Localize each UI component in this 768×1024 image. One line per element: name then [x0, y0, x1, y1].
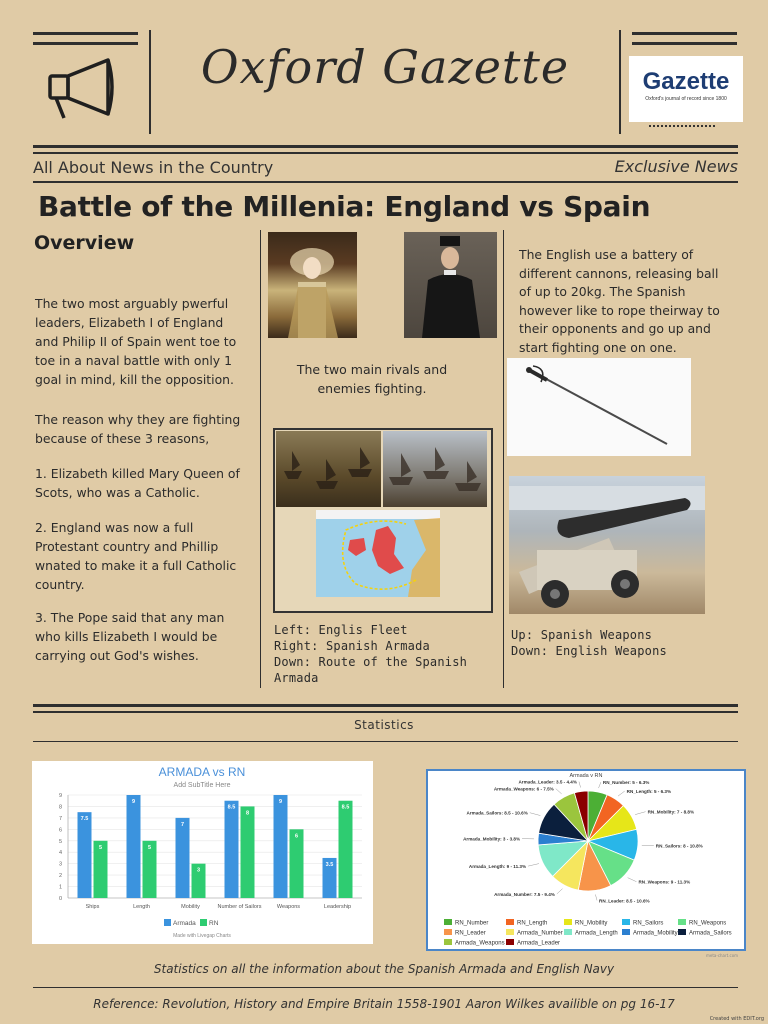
bar-rn: [241, 806, 255, 898]
chart-footer: Made with Livegap Charts: [173, 933, 231, 939]
pie-slice-label: RN_Number: 5 - 6.3%: [602, 780, 650, 786]
logo-underline: [649, 125, 715, 127]
weapons-caption: Up: Spanish Weapons Down: English Weapons: [511, 628, 667, 658]
bar-value-label: 3: [196, 867, 201, 874]
gazette-logo: [629, 56, 743, 122]
pie-leader-line: [628, 878, 637, 882]
pie-slice-label: Armada_Length: 9 - 11.3%: [468, 864, 527, 870]
pie-legend-label: Armada_Sailors: [689, 930, 732, 937]
legend-swatch: [164, 919, 171, 926]
x-tick-label: Weapons: [276, 904, 301, 910]
stats-caption: Statistics on all the information about the Spanish Armada and English Navy: [153, 962, 615, 976]
pie-leader-line: [595, 894, 597, 900]
bar-value-label: 7.5: [80, 816, 89, 823]
overview-heading: Overview: [34, 232, 135, 254]
bar-chart-card: [32, 761, 373, 944]
tagline: All About News in the Country: [33, 158, 274, 177]
reason-1: 1. Elizabeth killed Mary Queen of Scots, who was a Catholic.: [35, 466, 240, 500]
pie-legend-swatch: [444, 929, 452, 935]
megaphone-icon: [46, 56, 122, 122]
bar-value-label: 7: [180, 821, 185, 828]
pie-legend-label: RN_Weapons: [689, 920, 727, 927]
pie-legend-label: Armada_Number: [517, 930, 563, 937]
english-fleet-image: [276, 431, 381, 507]
bar-value-label: 9: [131, 799, 136, 805]
x-tick-label: Ships: [85, 904, 100, 910]
fleet-caption: Left: Englis Fleet Right: Spanish Armada Down: Route of the Spanish Armada: [274, 623, 468, 685]
pie-legend-label: RN_Length: [517, 920, 548, 927]
bar-armada: [176, 818, 190, 898]
pie-leader-line: [530, 813, 541, 816]
pie-chart-card: [426, 769, 746, 951]
chart-subtitle: Add SubTitle Here: [173, 782, 231, 789]
bar-armada: [78, 812, 92, 898]
pie-leader-line: [528, 864, 539, 867]
bar-value-label: 5: [98, 844, 103, 851]
y-tick-label: 9: [58, 793, 62, 799]
spanish-sword-image: [507, 358, 691, 456]
y-tick-label: 6: [58, 827, 62, 834]
pie-slice-label: Armada_Leader: 3.5 - 4.4%: [518, 779, 577, 785]
pie-title: Armada v RN: [569, 773, 603, 779]
pie-legend-swatch: [564, 929, 572, 935]
bar-armada: [127, 795, 141, 898]
bar-value-label: 8.5: [227, 804, 236, 811]
pie-legend-label: Armada_Weapons: [455, 940, 505, 947]
pie-legend-label: RN_Number: [455, 920, 489, 927]
masthead-rule: [632, 32, 737, 35]
section-rule: [33, 711, 738, 713]
pie-legend-swatch: [678, 929, 686, 935]
pie-slice-label: Armada_Weapons: 6 - 7.5%: [493, 786, 554, 792]
credit: Created with EDIT.org: [709, 1016, 764, 1022]
y-tick-label: 1: [58, 884, 62, 891]
reason-3: 3. The Pope said that any man who kills Elizabeth I would be carrying out God's wishes.: [35, 610, 225, 663]
statistics-label: Statistics: [354, 718, 414, 732]
bar-armada: [274, 795, 288, 898]
philip-portrait: [404, 232, 497, 338]
y-tick-label: 0: [58, 896, 62, 902]
section-rule: [33, 741, 738, 742]
pie-chart: [428, 771, 744, 949]
bar-value-label: 8.5: [341, 804, 350, 811]
reasons-intro: The reason why they are fighting because of these 3 reasons,: [35, 412, 241, 446]
legend-swatch: [200, 919, 207, 926]
bar-value-label: 5: [147, 844, 152, 851]
logo-text: Gazette: [642, 68, 730, 95]
pie-legend-label: RN_Sailors: [633, 920, 664, 927]
x-tick-label: Length: [133, 904, 150, 910]
pie-leader-line: [579, 782, 581, 788]
y-tick-label: 4: [58, 850, 62, 857]
bar-chart: [32, 761, 373, 944]
pie-slice-label: RN_Weapons: 9 - 11.3%: [638, 879, 691, 885]
bar-rn: [290, 829, 304, 898]
pie-legend-label: Armada_Mobility: [633, 930, 678, 937]
y-tick-label: 5: [58, 838, 62, 845]
x-tick-label: Leadership: [323, 904, 352, 910]
header-rule: [33, 145, 738, 148]
masthead-rule: [632, 42, 737, 45]
pie-watermark: meta-chart.com: [706, 953, 739, 958]
pie-legend-swatch: [564, 919, 572, 925]
pie-legend-swatch: [506, 939, 514, 945]
y-tick-label: 8: [58, 804, 62, 811]
pie-legend-label: Armada_Leader: [517, 940, 561, 947]
pie-legend-swatch: [622, 929, 630, 935]
bar-value-label: 9: [278, 799, 283, 805]
header-rule: [33, 181, 738, 183]
pie-slice-label: Armada_Number: 7.5 - 9.4%: [494, 891, 555, 897]
masthead-rule: [33, 32, 138, 35]
y-tick-label: 2: [58, 873, 62, 880]
y-tick-label: 7: [58, 815, 62, 822]
armada-route-map: [316, 510, 440, 597]
pie-leader-line: [635, 812, 645, 815]
overview-intro: The two most arguably pwerful leaders, Elizabeth I of England and Philip II of Spain went toe to toe in a naval battle with only 1 goal in mind, kill the opposition.: [35, 296, 237, 387]
pie-slice-label: RN_Mobility: 7 - 8.8%: [647, 809, 695, 815]
section-rule: [33, 704, 738, 707]
rivals-caption: The two main rivals and enemies fighting.: [296, 362, 448, 396]
pie-slice-label: Armada_Sailors: 8.5 - 10.6%: [466, 810, 528, 816]
reference: Reference: Revolution, History and Empire Britain 1558-1901 Aaron Wilkes availible on pg 16-17: [93, 997, 675, 1011]
elizabeth-portrait: [268, 232, 357, 338]
weapons-text: The English use a battery of different cannons, releasing ball of up to 20kg. The Spanish however like to rope theirway to their opponents and go up and start fighting one on one.: [519, 247, 720, 355]
x-tick-label: Number of Sailors: [217, 904, 262, 910]
exclusive-label: Exclusive News: [614, 157, 738, 176]
pie-legend-swatch: [444, 939, 452, 945]
column-divider: [503, 230, 504, 688]
pie-legend-swatch: [506, 919, 514, 925]
chart-title: ARMADA vs RN: [158, 765, 246, 779]
bar-value-label: 8: [245, 810, 250, 817]
pie-legend-swatch: [678, 919, 686, 925]
logo-tagline: Oxford's journal of record since 1800: [645, 96, 727, 102]
bar-value-label: 3.5: [325, 861, 334, 868]
pie-legend-swatch: [506, 929, 514, 935]
headline: Battle of the Millenia: England vs Spain: [38, 190, 651, 223]
pie-slice-label: RN_Sailors: 8 - 10.8%: [655, 843, 703, 849]
pie-leader-line: [556, 789, 562, 794]
header-rule: [33, 152, 738, 154]
masthead-rule: [33, 42, 138, 45]
pie-slice-label: RN_Length: 5 - 6.3%: [626, 789, 672, 795]
legend-label: Armada: [173, 920, 196, 927]
pie-legend-label: RN_Leader: [455, 930, 486, 937]
pie-leader-line: [599, 782, 601, 788]
pie-legend-swatch: [444, 919, 452, 925]
spanish-armada-image: [383, 431, 487, 507]
x-tick-label: Mobility: [181, 904, 200, 910]
reason-2: 2. England was now a full Protestant country and Phillip wnated to make it a full Catholic country.: [35, 520, 237, 592]
pie-leader-line: [618, 791, 625, 796]
column-divider: [260, 230, 261, 688]
pie-legend-label: Armada_Length: [575, 930, 618, 937]
pie-slice-label: Armada_Mobility: 3 - 3.8%: [463, 836, 521, 842]
legend-label: RN: [209, 920, 219, 927]
y-tick-label: 3: [58, 861, 62, 868]
pie-legend-swatch: [622, 919, 630, 925]
masthead-title: Oxford Gazette: [200, 40, 570, 94]
footer-rule: [33, 987, 738, 988]
bar-value-label: 6: [294, 833, 299, 840]
pie-leader-line: [557, 889, 563, 894]
pie-slice-label: RN_Leader: 8.5 - 10.6%: [599, 898, 650, 904]
english-cannon-image: [509, 476, 705, 614]
pie-legend-label: RN_Mobility: [575, 920, 608, 927]
bar-armada: [225, 801, 239, 898]
bar-rn: [339, 801, 353, 898]
